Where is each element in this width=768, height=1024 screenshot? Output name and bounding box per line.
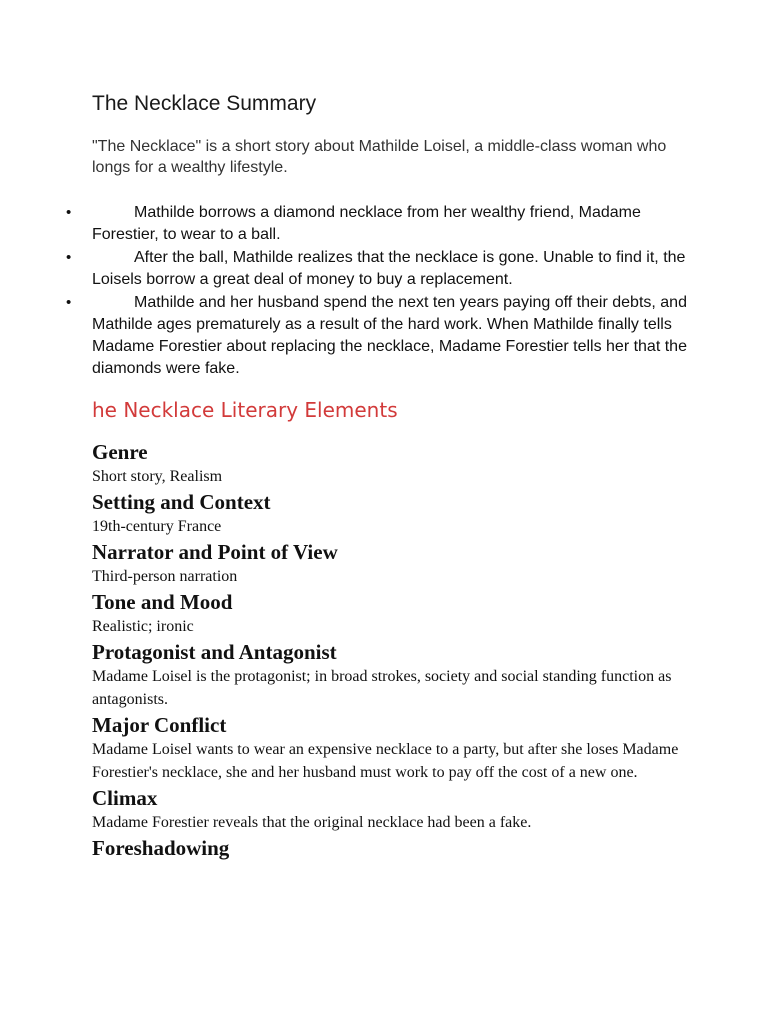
list-item xyxy=(66,247,702,291)
bullet-text: After the ball, Mathilde realizes that the necklace is gone. Unable to find it, the Loisels borrow a great deal of money to buy a replacement. xyxy=(92,249,686,288)
element-heading-conflict: Major Conflict xyxy=(92,713,227,737)
bullet-icon: • xyxy=(66,294,72,311)
element-body-climax: Madame Forestier reveals that the original necklace had been a fake. xyxy=(92,814,532,831)
element-heading-narrator: Narrator and Point of View xyxy=(92,540,338,564)
summary-bullet-list xyxy=(66,202,702,381)
element-body-genre: Short story, Realism xyxy=(92,468,223,485)
element-heading-foreshadowing: Foreshadowing xyxy=(92,836,230,860)
literary-elements-title: he Necklace Literary Elements xyxy=(92,398,398,422)
element-body-setting: 19th-century France xyxy=(92,518,222,535)
element-heading-setting: Setting and Context xyxy=(92,490,271,514)
element-body-tone: Realistic; ironic xyxy=(92,618,194,635)
list-item xyxy=(66,202,702,246)
summary-intro: "The Necklace" is a short story about Mathilde Loisel, a middle-class woman who longs for a wealthy lifestyle. xyxy=(92,138,667,176)
element-heading-genre: Genre xyxy=(92,440,148,464)
element-body-conflict: Madame Loisel wants to wear an expensive necklace to a party, but after she loses Madame Forestier's necklace, she and her husband must work to pay off the cost of a new one. xyxy=(92,741,679,781)
bullet-icon: • xyxy=(66,249,72,266)
literary-elements-list xyxy=(92,440,712,861)
element-heading-tone: Tone and Mood xyxy=(92,590,233,614)
element-heading-climax: Climax xyxy=(92,786,158,810)
summary-title: The Necklace Summary xyxy=(92,92,317,115)
element-body-narrator: Third-person narration xyxy=(92,568,238,585)
bullet-text: Mathilde and her husband spend the next ten years paying off their debts, and Mathilde ages prematurely as a result of the hard work. When Mathilde finally tells Madame Forestier about replacing the necklace, Madame Forestier tells her that the diamonds were fake. xyxy=(92,294,687,377)
list-item xyxy=(66,292,702,380)
bullet-text: Mathilde borrows a diamond necklace from her wealthy friend, Madame Forestier, to wear to a ball. xyxy=(92,204,641,243)
element-heading-protagonist: Protagonist and Antagonist xyxy=(92,640,337,664)
element-body-protagonist: Madame Loisel is the protagonist; in broad strokes, society and social standing function as antagonists. xyxy=(92,668,672,708)
bullet-icon: • xyxy=(66,204,72,221)
